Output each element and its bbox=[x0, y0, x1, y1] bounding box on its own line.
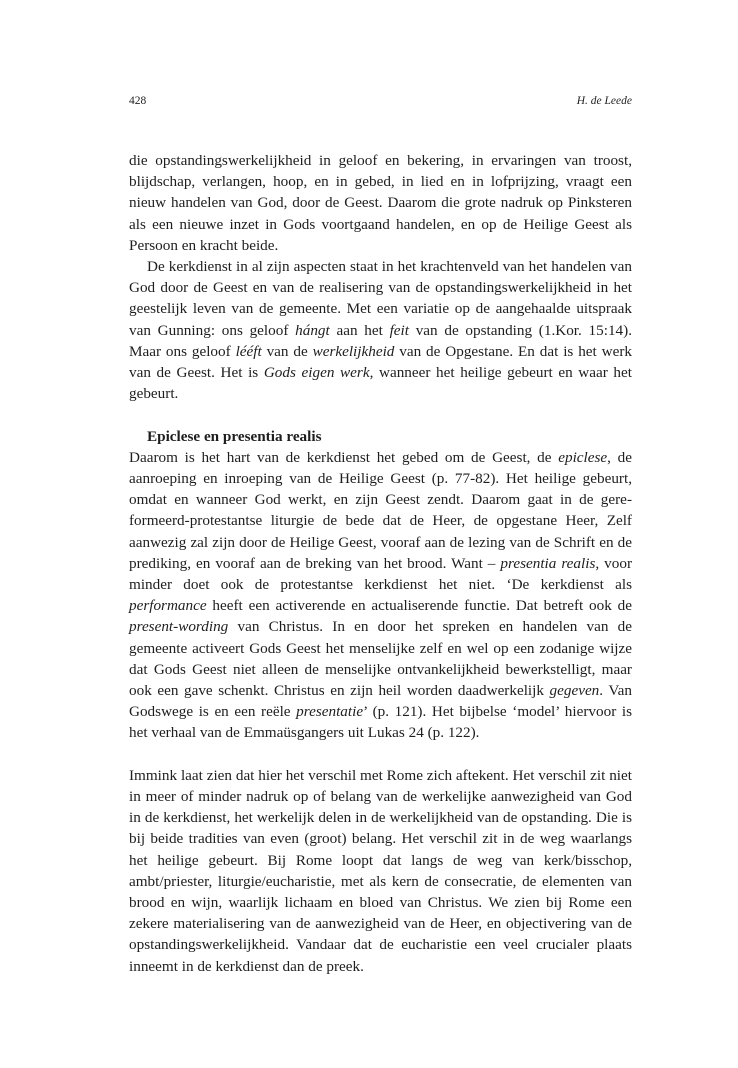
paragraph-kerkdienst: De kerkdienst in al zijn aspecten staat in het krachtenveld van het handelen van God door de Geest en van de realisering van de opstandingswerkelijkheid in het geestelijk leven van de gemeente. Met een variatie op de aangehaalde uitspraak van Gunning: ons geloof hángt aan het feit van de opstanding (1.Kor. 15:14). Maar ons geloof lééft van de werkelijkheid van de Opgestane. En dat is het werk van de Geest. Het is Gods eigen werk, wanneer het heilige gebeurt en waar het gebeurt. bbox=[129, 258, 632, 403]
emphasis-gods-eigen-werk: Gods eigen werk bbox=[263, 364, 370, 382]
emphasis-werkelijkheid: werkelijkheid bbox=[312, 342, 395, 360]
body-text bbox=[129, 150, 632, 977]
paragraph-epiclese: Daarom is het hart van de kerkdienst het gebed om de Geest, de epiclese, de aanroeping en inroeping van de Heilige Geest (p. 77-82). Het heilige gebeurt, omdat en wanneer God werkt, en zijn Geest zendt. Daarom gaat in de gereformeerd-protestantse liturgie de bede dat de Heer, de opgestane Heer, Zelf aanwezig zal zijn door de Heilige Geest, vooraf aan de lezing van de Schrift en de prediking, en vooraf aan de breking van het brood. Want – presentia realis, voor minder doet ook de protestantse kerkdienst het niet. ‘De kerkdienst als performance heeft een activerende en actualiserende functie. Dat betreft ook de present-wording van Christus. In en door het spreken en handelen van de gemeente activeert Gods Geest het menselijke zelf en wel op een zodanige wijze dat Gods Geest niet alleen de menselijke ontvankelijkheid bewerkstelligt, maar ook een gave schenkt. Christus en zijn heil worden daadwerkelijk gegeven. Van Godswege is en een reële presentatie’ (p. 121). Het bijbelse ‘model’ hiervoor is het verhaal van de Emmaüsgangers uit Lukas 24 (p. 122). bbox=[129, 448, 633, 742]
running-head-author: H. de Leede bbox=[576, 95, 632, 107]
emphasis-feit: feit bbox=[389, 321, 409, 339]
paragraph-immink: Immink laat zien dat hier het verschil met Rome zich aftekent. Het verschil zit niet in meer of minder nadruk op of belang van de werkelijke aanwezigheid van God in de kerkdienst, het werkelijk delen in de werkelijkheid van de opstanding. Die is bij beide tradities van even (groot) belang. Het verschil zit in de weg waarlangs het heilige gebeurt. Bij Rome loopt dat langs de weg van kerk/bisschop, ambt/priester, liturgie/eucharistie, met als kern de consecratie, de elementen van brood en wijn, waarlijk lichaam en bloed van Christus. We zien bij Rome een zekere materialisering van de aanwezigheid van de Heer, en objectivering van de opstandingswerkelijkheid. Vandaar dat de eucharistie een veel crucialer plaats inneemt in de kerkdienst dan de preek. bbox=[129, 766, 632, 975]
section-gap bbox=[129, 404, 632, 425]
emphasis-present-wording: present-wording bbox=[129, 618, 229, 636]
emphasis-gegeven: gegeven bbox=[549, 682, 600, 700]
paragraph-gap bbox=[129, 744, 632, 765]
emphasis-presentatie: presentatie bbox=[296, 703, 364, 721]
emphasis-hangt: hángt bbox=[295, 321, 330, 339]
emphasis-performance: performance bbox=[129, 597, 207, 615]
paragraph-continuation: die opstandingswerkelijkheid in geloof en bekering, in ervaringen van troost, blijdschap, verlangen, hoop, en in gebed, in lied en in lofprijzing, vraagt een nieuw handelen van God, door de Geest. Daarom die grote nadruk op Pinksteren als een nieuwe inzet in Gods voortgaand handelen, en op de Heilige Geest als Persoon en kracht beide. bbox=[129, 152, 632, 254]
page-number: 428 bbox=[129, 95, 147, 107]
emphasis-leeft: lééft bbox=[235, 342, 262, 360]
section-heading: Epiclese en presentia realis bbox=[147, 427, 322, 445]
emphasis-presentia-realis: presentia realis bbox=[500, 554, 596, 572]
emphasis-epiclese: epiclese bbox=[558, 448, 608, 466]
